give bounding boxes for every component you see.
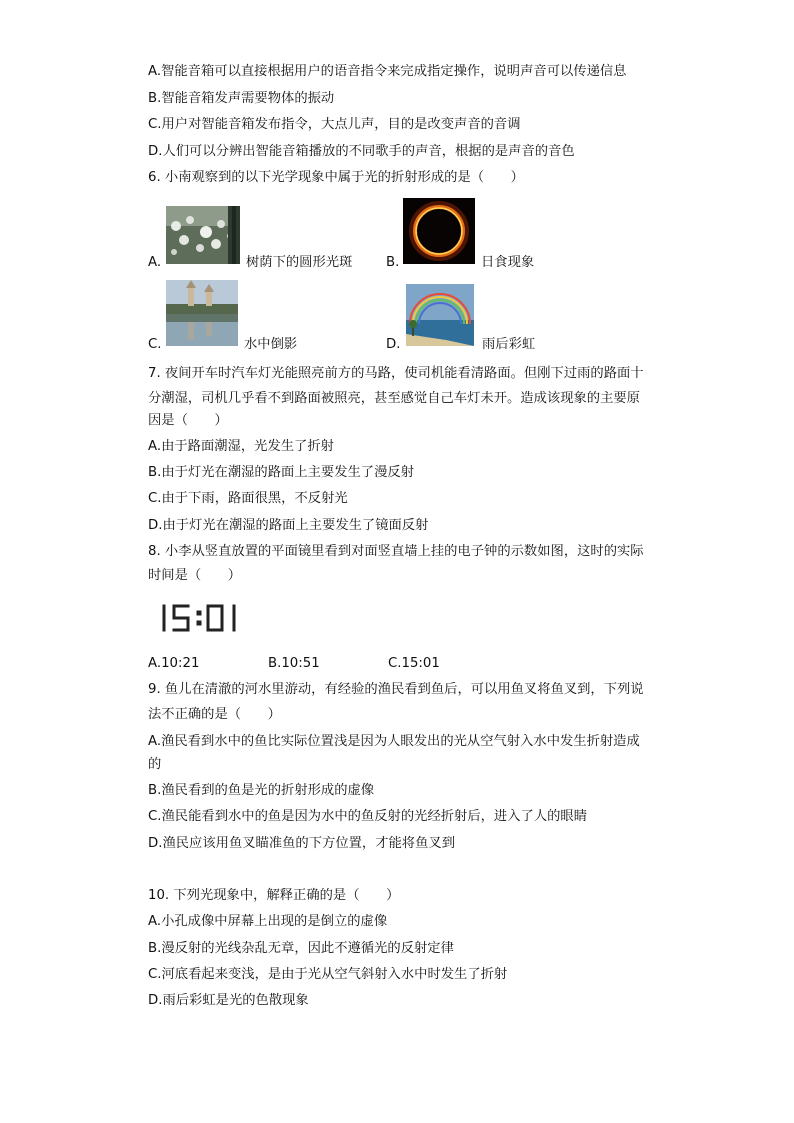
digital-clock-figure: [158, 600, 250, 636]
q8-stem-line-1: 8. 小李从竖直放置的平面镜里看到对面竖直墙上挂的电子钟的示数如图，这时的实际: [148, 544, 644, 559]
q7-stem-line-2: 分潮湿，司机几乎看不到路面被照亮，甚至感觉自己车灯未开。造成该现象的主要原: [148, 391, 640, 406]
q6-image-row-2: [148, 280, 668, 354]
rainbow-over-sea-photo: [406, 284, 474, 346]
q10-stem: 10. 下列光现象中，解释正确的是（ ）: [148, 888, 400, 903]
tree-shade-light-spots-photo: [166, 206, 240, 264]
q6-option-b-letter: B.: [386, 255, 400, 270]
q7-stem-line-3: 因是（ ）: [148, 413, 228, 428]
q8-option-a: A.10:21: [148, 656, 200, 671]
q9-option-d: D.渔民应该用鱼叉瞄准鱼的下方位置，才能将鱼叉到: [148, 836, 455, 851]
q6-option-c-caption: 水中倒影: [244, 337, 298, 352]
q10-option-c: C.河底看起来变浅，是由于光从空气斜射入水中时发生了折射: [148, 967, 508, 982]
q9-option-a-line-1: A.渔民看到水中的鱼比实际位置浅是因为人眼发出的光从空气射入水中发生折射造成: [148, 734, 640, 749]
q10-option-a: A.小孔成像中屏幕上出现的是倒立的虚像: [148, 914, 388, 929]
q8-option-b: B.10:51: [268, 656, 320, 671]
solar-eclipse-ring-photo: [403, 198, 475, 264]
q8-stem-line-2: 时间是（ ）: [148, 568, 242, 583]
q5-option-c: C.用户对智能音箱发布指令，大点儿声，目的是改变声音的音调: [148, 117, 521, 132]
pagoda-water-reflection-photo: [166, 280, 238, 346]
q6-image-row-1: [148, 198, 668, 272]
q9-option-c: C.渔民能看到水中的鱼是因为水中的鱼反射的光经折射后，进入了人的眼睛: [148, 809, 588, 824]
q7-stem-line-1: 7. 夜间开车时汽车灯光能照亮前方的马路，使司机能看清路面。但刚下过雨的路面十: [148, 366, 644, 381]
q9-stem-line-1: 9. 鱼儿在清澈的河水里游动，有经验的渔民看到鱼后，可以用鱼叉将鱼叉到，下列说: [148, 682, 644, 697]
q6-option-a-letter: A.: [148, 255, 162, 270]
q6-option-a-caption: 树荫下的圆形光斑: [246, 255, 353, 270]
q5-option-a: A.智能音箱可以直接根据用户的语音指令来完成指定操作，说明声音可以传递信息: [148, 64, 627, 79]
q8-choices: [148, 656, 648, 674]
q6-stem: 6. 小南观察到的以下光学现象中属于光的折射形成的是（ ）: [148, 170, 524, 185]
q9-stem-line-2: 法不正确的是（ ）: [148, 707, 281, 722]
q7-option-d: D.由于灯光在潮湿的路面上主要发生了镜面反射: [148, 518, 429, 533]
q10-option-d: D.雨后彩虹是光的色散现象: [148, 993, 309, 1008]
q7-option-c: C.由于下雨，路面很黑，不反射光: [148, 491, 348, 506]
q9-option-a-line-2: 的: [148, 757, 162, 772]
q7-option-a: A.由于路面潮湿，光发生了折射: [148, 439, 334, 454]
q8-option-c: C.15:01: [388, 656, 440, 671]
q7-option-b: B.由于灯光在潮湿的路面上主要发生了漫反射: [148, 465, 414, 480]
q9-option-b: B.渔民看到的鱼是光的折射形成的虚像: [148, 783, 375, 798]
q5-option-b: B.智能音箱发声需要物体的振动: [148, 91, 335, 106]
q6-option-d-caption: 雨后彩虹: [482, 337, 536, 352]
q6-option-c-letter: C.: [148, 337, 162, 352]
q10-option-b: B.漫反射的光线杂乱无章，因此不遵循光的反射定律: [148, 941, 454, 956]
q6-option-d-letter: D.: [386, 337, 401, 352]
q5-option-d: D.人们可以分辨出智能音箱播放的不同歌手的声音，根据的是声音的音色: [148, 144, 575, 159]
q6-option-b-caption: 日食现象: [481, 255, 535, 270]
